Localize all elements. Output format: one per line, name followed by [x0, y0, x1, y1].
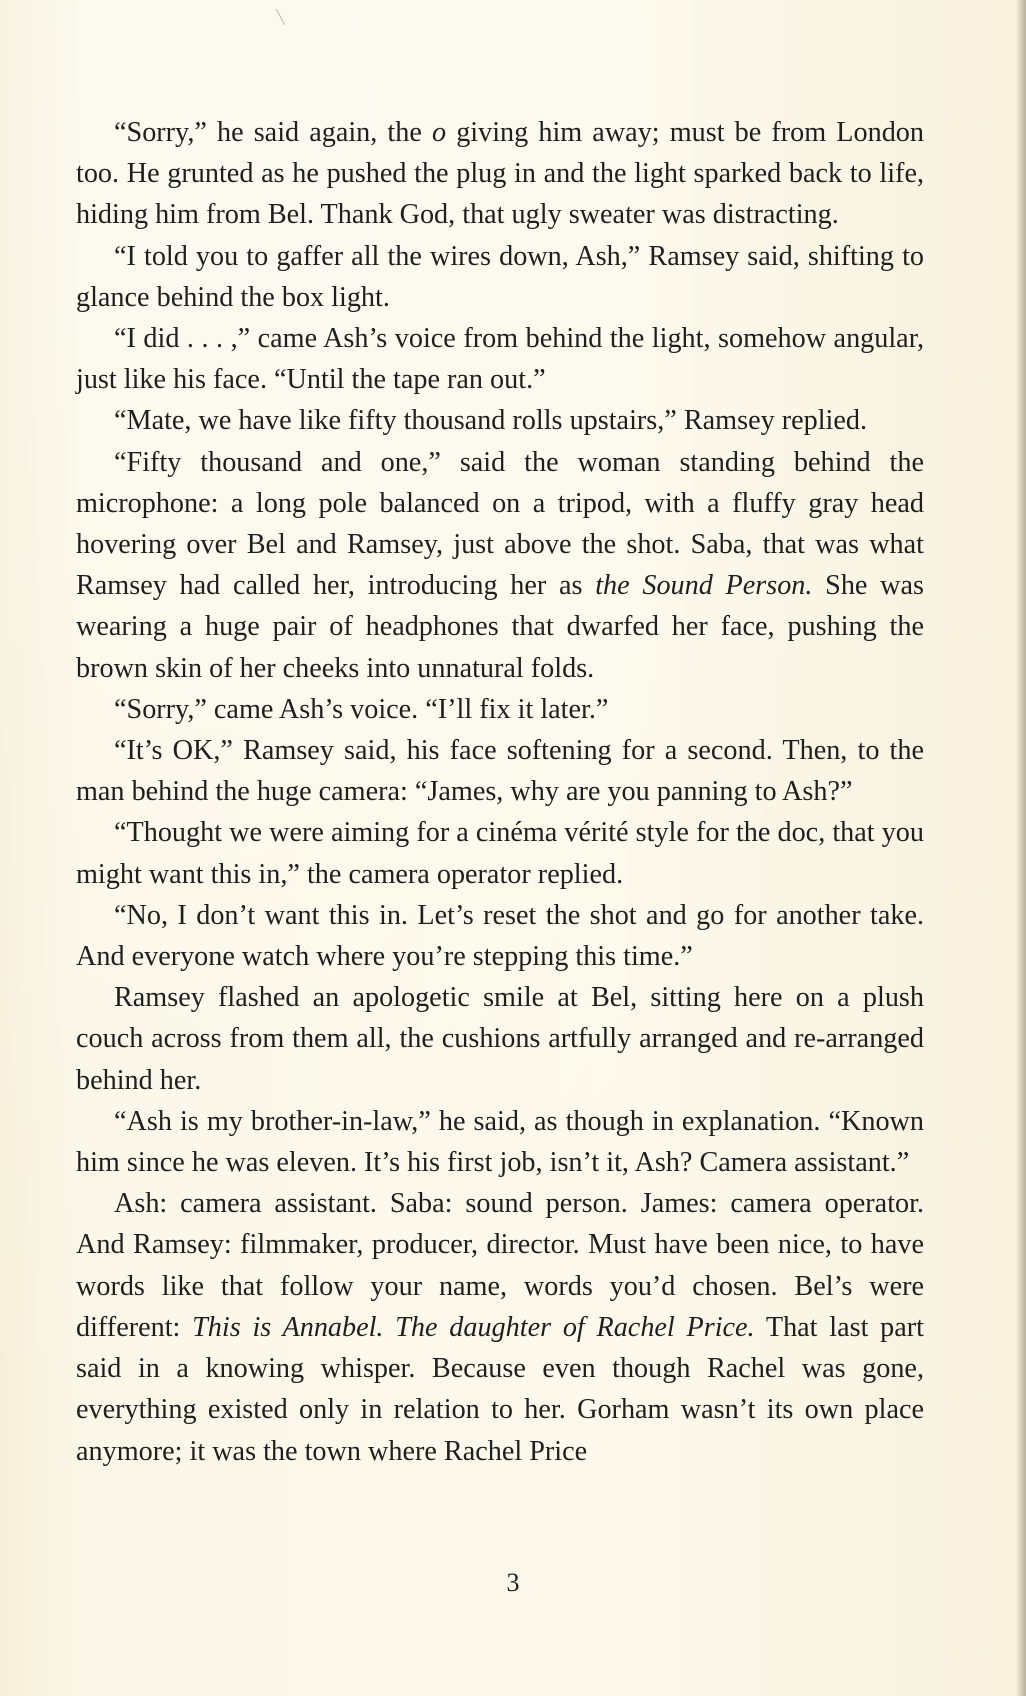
paragraph — [76, 400, 924, 441]
paragraph-text: “Fifty thousand and one,” said the woman standing behind the microphone: a long pole balanced on a tripod, with a fluffy gray head hovering over Bel and Ramsey, just above the shot. Saba, that was what Ramsey had called her, introducing her as — [76, 446, 924, 602]
paragraph — [76, 730, 924, 812]
paragraph-text: “Thought we were aiming for a cinéma vérité style for the doc, that you might want this in,” the camera operator replied. — [76, 817, 924, 890]
paragraph — [76, 1101, 924, 1183]
paragraph — [76, 318, 924, 400]
paragraph-text: “Sorry,” he said again, the — [114, 117, 432, 148]
paragraph-text: That last part said in a knowing whisper. Because even though Rachel was gone, everything existed only in relation to her. Gorham wasn’t its own place anymore; it was the town where Rachel Price — [76, 1311, 924, 1467]
paragraph — [76, 977, 924, 1101]
paragraph-text: “Mate, we have like fifty thousand rolls upstairs,” Ramsey replied. — [114, 405, 868, 437]
paragraph-text: “It’s OK,” Ramsey said, his face softening for a second. Then, to the man behind the huge camera: “James, why are you panning to Ash?” — [76, 735, 924, 808]
paragraph-text: She was wearing a huge pair of headphones that dwarfed her face, pushing the brown skin of her cheeks into unnatural folds. — [76, 570, 924, 684]
paragraph — [76, 442, 924, 689]
paragraph-text: Ash: camera assistant. Saba: sound person. James: camera operator. And Ramsey: filmmaker, producer, director. Must have been nice, to have words like that follow your name, words you’d chosen. Bel’s were different: — [76, 1188, 924, 1343]
paragraph — [76, 236, 924, 318]
body-text — [76, 112, 924, 1472]
paragraph-text: “Sorry,” came Ash’s voice. “I’ll fix it later.” — [114, 693, 609, 725]
page-number: 3 — [506, 1568, 520, 1597]
paragraph — [76, 112, 924, 236]
paragraph — [76, 1183, 924, 1471]
paragraph-text: “I told you to gaffer all the wires down, Ash,” Ramsey said, shifting to glance behind the box light. — [76, 240, 924, 313]
italic-text: This is Annabel. The daughter of Rachel Price. — [192, 1311, 755, 1343]
paragraph — [76, 689, 924, 730]
paragraph-text: “Ash is my brother-in-law,” he said, as though in explanation. “Known him since he was eleven. It’s his first job, isn’t it, Ash? Camera assistant.” — [76, 1105, 924, 1179]
scan-artifact — [276, 9, 285, 25]
paragraph-text: Ramsey flashed an apologetic smile at Bel, sitting here on a plush couch across from them all, the cushions artfully arranged and re-arranged behind her. — [76, 982, 924, 1096]
italic-text: o — [431, 117, 447, 148]
paragraph — [76, 895, 924, 977]
paragraph — [76, 812, 924, 894]
paragraph-text: “No, I don’t want this in. Let’s reset the shot and go for another take. And everyone watch where you’re stepping this time.” — [76, 899, 924, 973]
paragraph-text: “I did . . . ,” came Ash’s voice from behind the light, somehow angular, just like his face. “Until the tape ran out.” — [76, 323, 924, 396]
italic-text: the Sound Person. — [595, 570, 813, 602]
paragraph-text: giving him away; must be from London too. He grunted as he pushed the plug in and the light sparked back to life, hiding him from Bel. Thank God, that ugly sweater was distracting. — [76, 117, 924, 231]
